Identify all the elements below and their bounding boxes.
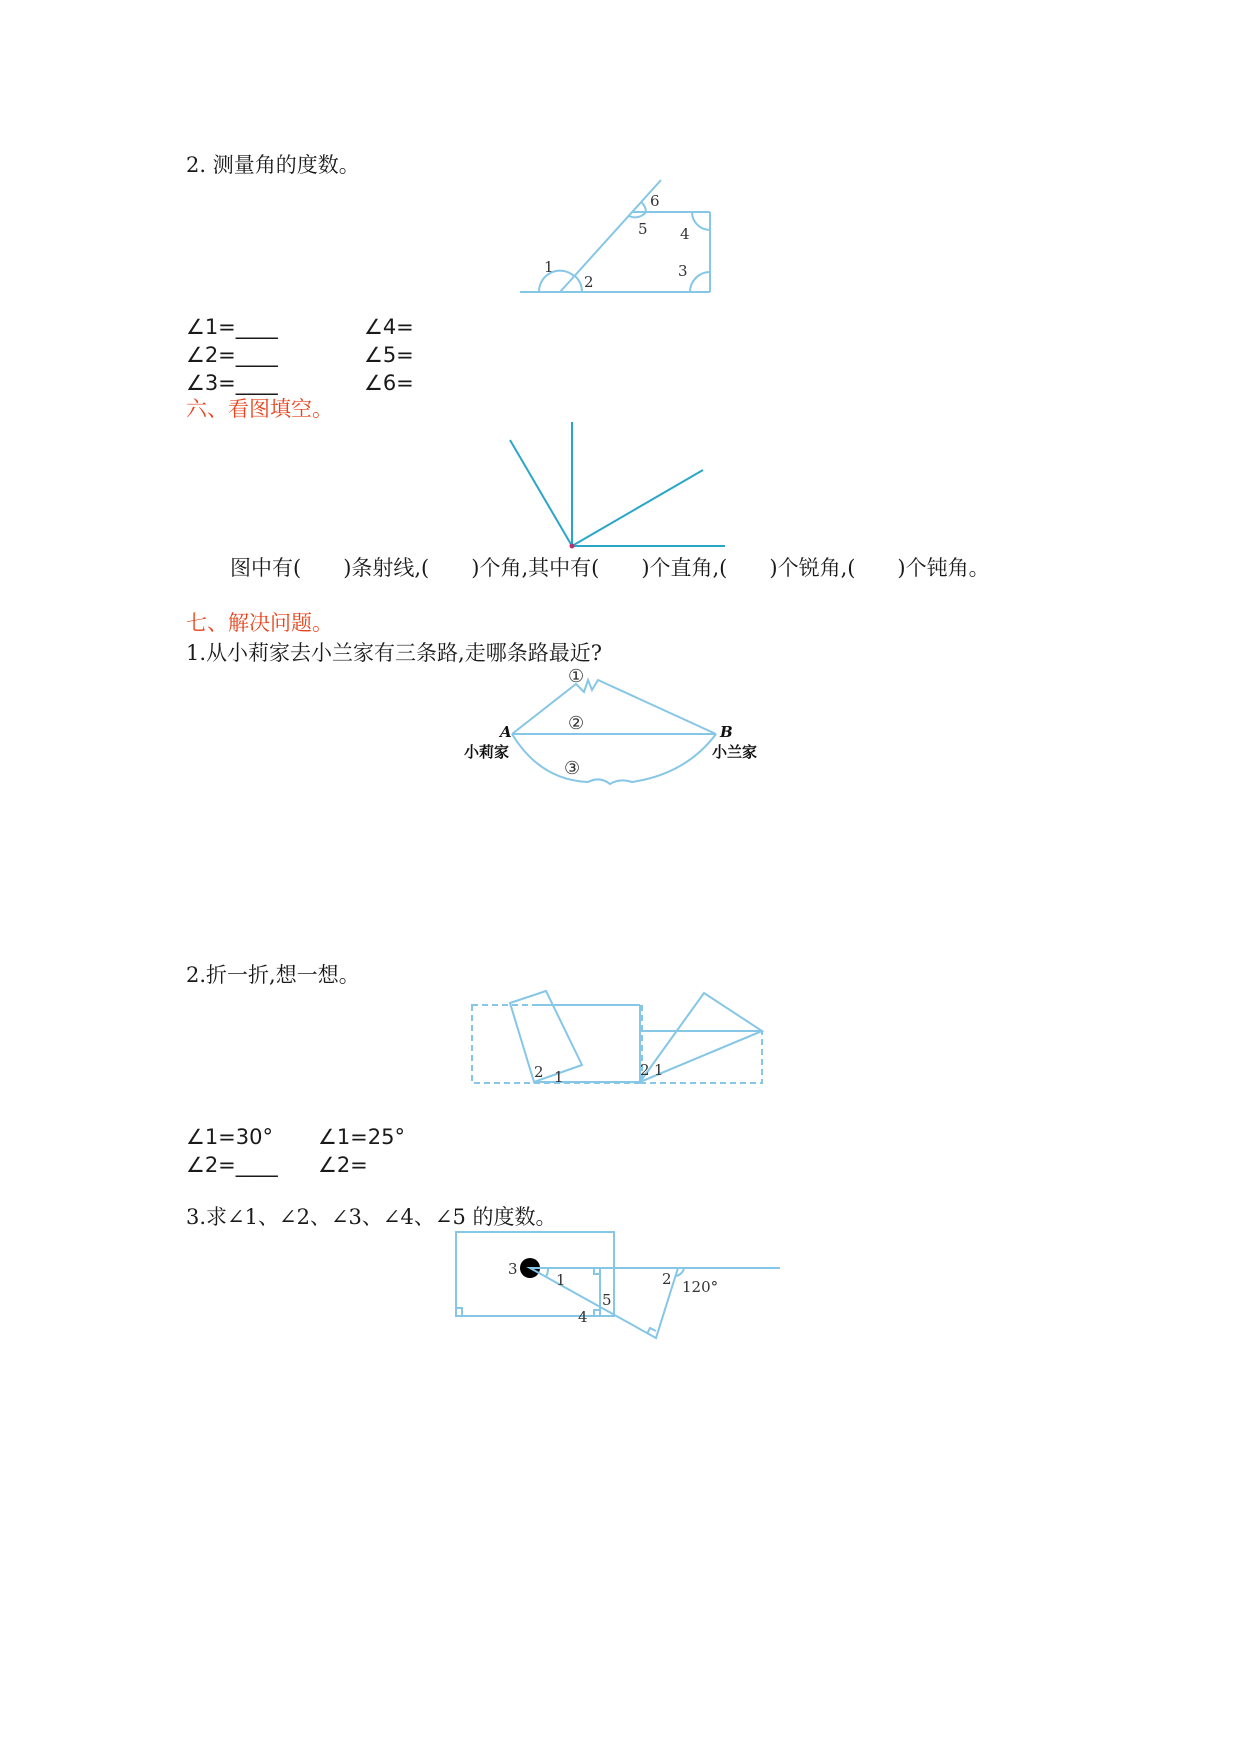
left-label-1: 1	[554, 1068, 564, 1086]
q2-title: 2. 测量角的度数。	[186, 153, 360, 177]
label-angle-4: 4	[578, 1308, 588, 1326]
fold-left-figure	[470, 985, 650, 1085]
arc-4	[692, 212, 710, 230]
route-1-path	[512, 680, 716, 734]
route-3-path	[512, 734, 716, 784]
p1-question: 1.从小莉家去小兰家有三条路,走哪条路最近?	[186, 641, 602, 665]
arc-angle-1	[546, 1268, 548, 1277]
route-label-1: ①	[568, 666, 585, 687]
label-angle-5: 5	[602, 1291, 612, 1309]
right-angle-mark-triangle	[647, 1328, 656, 1334]
fold-left-ask: ∠2=____	[186, 1153, 278, 1177]
point-a-label: A	[500, 723, 512, 741]
section6-sentence: 图中有( )条射线,( )个角,其中有( )个直角,( )个锐角,( )个钝角。	[230, 556, 990, 580]
arc-3	[690, 272, 710, 292]
label-angle-1: 1	[556, 1271, 566, 1289]
fold-right-ask: ∠2=	[318, 1153, 368, 1177]
ray-right-slant	[572, 470, 703, 546]
ray-left	[510, 440, 572, 546]
right-label-1: 1	[654, 1061, 664, 1079]
angle-label-2: 2	[584, 273, 594, 291]
answer-angle-4: ∠4=	[364, 315, 414, 339]
p2-question: 2.折一折,想一想。	[186, 963, 360, 987]
label-given-120: 120°	[682, 1278, 719, 1296]
answer-angle-1: ∠1=____	[186, 315, 278, 339]
vertex-point	[570, 544, 575, 549]
angle-find-figure	[450, 1228, 785, 1343]
angle-measure-figure	[520, 172, 720, 297]
angle-label-5: 5	[638, 220, 648, 238]
angle-label-1: 1	[544, 258, 554, 276]
section6-heading: 六、看图填空。	[186, 397, 333, 421]
home-a-label: 小莉家	[464, 743, 510, 761]
route-label-2: ②	[568, 713, 585, 734]
arc-2	[575, 276, 582, 292]
point-b-label: B	[720, 723, 733, 741]
answer-angle-2: ∠2=____	[186, 343, 278, 367]
p3-question: 3.求∠1、∠2、∠3、∠4、∠5 的度数。	[186, 1205, 557, 1229]
answer-angle-5: ∠5=	[364, 343, 414, 367]
arc-6	[641, 202, 646, 212]
answer-angle-6: ∠6=	[364, 371, 414, 395]
fold-right-given: ∠1=25°	[318, 1125, 406, 1149]
routes-figure	[460, 662, 780, 792]
home-b-label: 小兰家	[712, 743, 758, 761]
angle-label-3: 3	[678, 262, 688, 280]
angle-label-6: 6	[650, 192, 660, 210]
right-label-2: 2	[640, 1061, 650, 1079]
rays-figure	[505, 420, 730, 550]
fold-left-given: ∠1=30°	[186, 1125, 274, 1149]
label-angle-2: 2	[662, 1270, 672, 1288]
label-angle-3: 3	[508, 1260, 518, 1278]
section7-heading: 七、解决问题。	[186, 611, 333, 635]
angle-label-4: 4	[680, 225, 690, 243]
fold-right-figure	[638, 985, 778, 1085]
answer-angle-3: ∠3=____	[186, 371, 278, 395]
route-label-3: ③	[564, 758, 581, 779]
left-label-2: 2	[534, 1063, 544, 1081]
